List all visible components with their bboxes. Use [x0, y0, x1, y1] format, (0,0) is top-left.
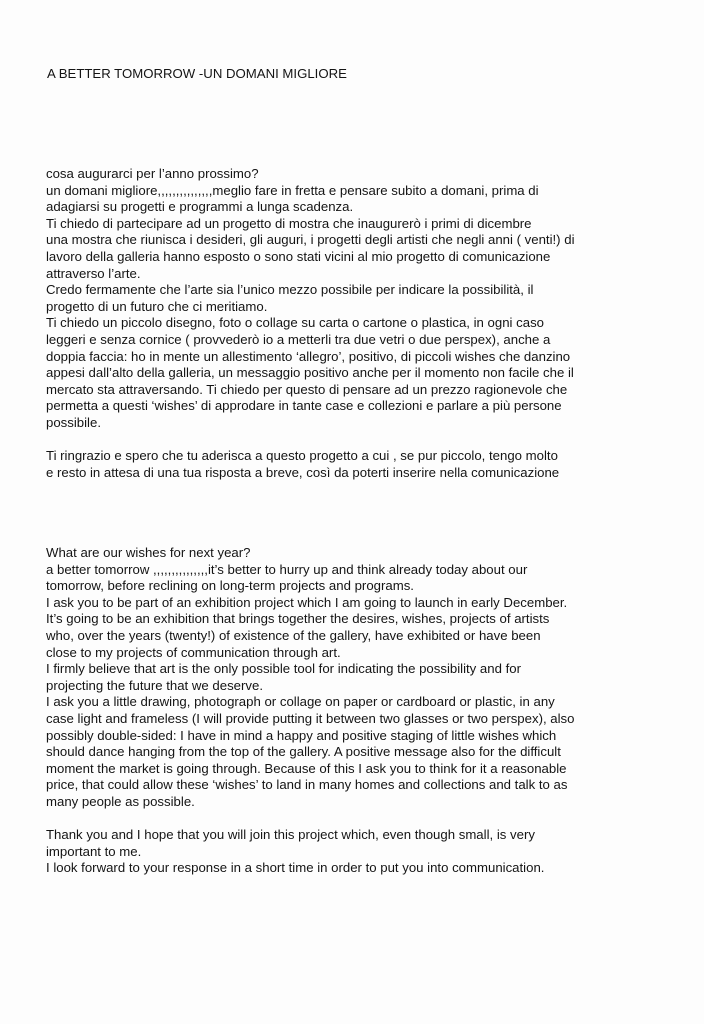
english-text-line: What are our wishes for next year?: [46, 545, 251, 560]
english-text-line: who, over the years (twenty!) of existence of the gallery, have exhibited or have been: [46, 627, 541, 643]
italian-text-line: un domani migliore,,,,,,,,,,,,,,,meglio fare in fretta e pensare subito a domani, prima di: [46, 182, 539, 198]
english-text-line: moment the market is going through. Because of this I ask you to think for it a reasonable: [46, 760, 567, 776]
english-text-line: I firmly believe that art is the only possible tool for indicating the possibility and for: [46, 661, 521, 677]
english-text-line: possibly double-sided: I have in mind a happy and positive staging of little wishes which: [46, 727, 557, 743]
english-text-line: It’s going to be an exhibition that brings together the desires, wishes, projects of artists: [46, 611, 550, 627]
english-text-line: should dance hanging from the top of the gallery. A positive message also for the difficult: [46, 744, 561, 760]
english-text-line: projecting the future that we deserve.: [46, 677, 263, 693]
english-text-line: I look forward to your response in a short time in order to put you into communication.: [46, 860, 545, 876]
english-text-line: many people as possible.: [46, 793, 195, 809]
italian-text-line: attraverso l’arte.: [46, 265, 141, 281]
italian-text-line: appesi dall’alto della galleria, un messaggio positivo anche per il momento non facile che il: [46, 365, 574, 381]
english-text-line: Thank you and I hope that you will join this project which, even though small, is very: [46, 827, 535, 843]
italian-text-line: una mostra che riunisca i desideri, gli auguri, i progetti degli artisti che negli anni ( venti!) di: [46, 232, 575, 248]
italian-text-line: e resto in attesa di una tua risposta a breve, così da poterti inserire nella comunicazione: [46, 464, 560, 480]
english-text-line: tomorrow, before reclining on long-term projects and programs.: [46, 578, 414, 594]
italian-text-line: mercato sta attraversando. Ti chiedo per questo di pensare ad un prezzo ragionevole che: [46, 381, 568, 397]
italian-paragraph-break: [46, 432, 658, 449]
document-title: A BETTER TOMORROW -UN DOMANI MIGLIORE: [47, 66, 347, 81]
italian-text-line: Ti ringrazio e spero che tu aderisca a questo progetto a cui , se pur piccolo, tengo molto: [46, 448, 558, 464]
english-text-line: case light and frameless (I will provide putting it between two glasses or two perspex), also: [46, 710, 575, 726]
english-text-line: close to my projects of communication through art.: [46, 644, 341, 660]
italian-text-line: doppia faccia: ho in mente un allestimento ‘allegro’, positivo, di piccoli wishes che danzino: [46, 348, 571, 364]
italian-text-line: cosa augurarci per l’anno prossimo?: [46, 166, 259, 181]
italian-text-line: progetto di un futuro che ci meritiamo.: [46, 298, 268, 314]
italian-text-line: adagiarsi su progetti e programmi a lunga scadenza.: [46, 199, 354, 215]
english-letter: [46, 545, 658, 877]
english-text-line: I ask you a little drawing, photograph or collage on paper or cardboard or plastic, in any: [46, 694, 555, 710]
italian-text-line: possibile.: [46, 414, 101, 430]
english-text-line: a better tomorrow ,,,,,,,,,,,,,,,it’s better to hurry up and think already today about our: [46, 561, 528, 577]
italian-text-line: Credo fermamente che l’arte sia l’unico mezzo possibile per indicare la possibilità, il: [46, 282, 534, 298]
english-text-line: price, that could allow these ‘wishes’ to land in many homes and collections and talk to as: [46, 777, 568, 793]
italian-text-line: Ti chiedo di partecipare ad un progetto di mostra che inaugurerò i primi di dicembre: [46, 215, 532, 231]
italian-text-line: lavoro della galleria hanno esposto o sono stati vicini al mio progetto di comunicazione: [46, 248, 551, 264]
italian-text-line: Ti chiedo un piccolo disegno, foto o collage su carta o cartone o plastica, in ogni caso: [46, 315, 545, 331]
english-paragraph-break: [46, 811, 658, 828]
italian-text-line: permetta a questi ‘wishes’ di approdare in tante case e collezioni e parlare a più persone: [46, 398, 562, 414]
italian-text-line: leggeri e senza cornice ( provvederò io a metterli tra due vetri o due perspex), anche a: [46, 331, 551, 347]
italian-letter: [46, 166, 658, 481]
english-text-line: important to me.: [46, 843, 142, 859]
english-text-line: I ask you to be part of an exhibition project which I am going to launch in early December.: [46, 594, 568, 610]
